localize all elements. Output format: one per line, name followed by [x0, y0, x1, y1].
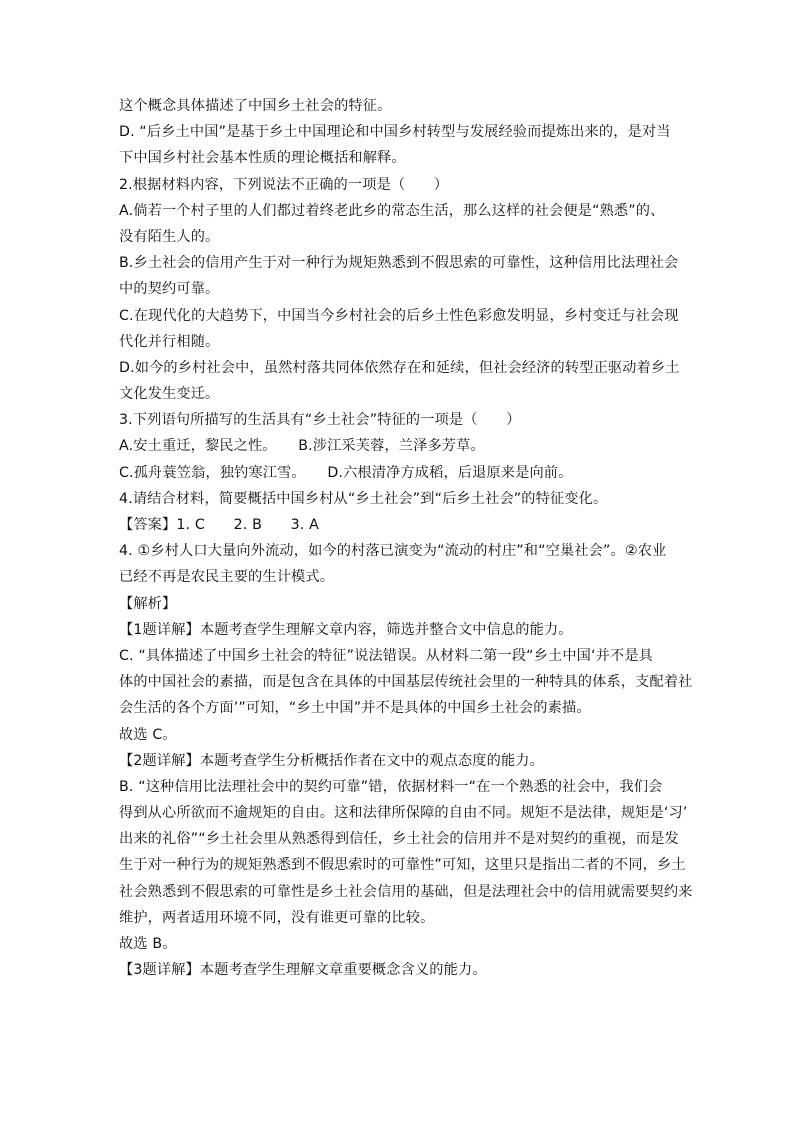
text-line: 维护，两者适用环境不同，没有谁更可靠的比较。: [119, 909, 435, 926]
question-2-option-c: C.在现代化的大趋势下，中国当今乡村社会的后乡土性色彩愈发明显，乡村变迁与社会现: [119, 307, 679, 324]
analysis-1-heading: 【1题详解】本题考查学生理解文章内容，筛选并整合文中信息的能力。: [119, 621, 573, 638]
text-line: C. “具体描述了中国乡土社会的特征”说法错误。从材料二第一段“乡土中国‘并不是具: [119, 647, 654, 664]
text-line: 中的契约可靠。: [119, 281, 220, 298]
document-body: [119, 93, 693, 983]
analysis-1-conclusion: 故选 C。: [119, 726, 177, 743]
text-line: 体的中国社会的素描，而是包含在具体的中国基层传统社会里的一种特具的体系，支配着社: [119, 674, 693, 691]
answer-4: 4. ①乡村人口大量向外流动，如今的村落已演变为“流动的村庄”和“空巢社会”。②农业: [119, 543, 667, 560]
text-line: 社会熟悉到不假思索的可靠性是乡土社会信用的基础，但是法理社会中的信用就需要契约来: [119, 883, 693, 900]
question-3-options-ab: A.安土重迁，黎民之性。 B.涉江采芙蓉，兰泽多芳草。: [119, 438, 485, 455]
analysis-2-conclusion: 故选 B。: [119, 936, 177, 952]
answer-key: 【答案】1. C 2. B 3. A: [119, 517, 319, 533]
text-line: 已经不再是农民主要的生计模式。: [119, 569, 335, 586]
text-line: 文化发生变迁。: [119, 386, 220, 403]
question-3-stem: 3.下列语句所描写的生活具有“乡土社会”特征的一项是（ ）: [119, 412, 521, 429]
text-line: 下中国乡村社会基本性质的理论概括和解释。: [119, 150, 406, 167]
analysis-3-heading: 【3题详解】本题考查学生理解文章重要概念含义的能力。: [119, 962, 487, 979]
question-2-option-a: A.倘若一个村子里的人们都过着终老此乡的常态生活，那么这样的社会便是“熟悉”的、: [119, 202, 665, 219]
question-2-stem: 2.根据材料内容，下列说法不正确的一项是（ ）: [119, 176, 449, 193]
analysis-2-heading: 【2题详解】本题考查学生分析概括作者在文中的观点态度的能力。: [119, 752, 544, 769]
text-line: 出来的礼俗”“乡土社会里从熟悉得到信任，乡土社会的信用并不是对契约的重视，而是发: [119, 831, 679, 848]
question-2-option-d: D.如今的乡村社会中，虽然村落共同体依然存在和延续，但社会经济的转型正驱动着乡土: [119, 359, 680, 376]
text-line: B. “这种信用比法理社会中的契约可靠”错，依据材料一“在一个熟悉的社会中，我们会: [119, 778, 663, 795]
text-line: D. “后乡土中国”是基于乡土中国理论和中国乡村转型与发展经验而提炼出来的，是对当: [119, 124, 671, 141]
question-3-options-cd: C.孤舟蓑笠翁，独钓寒江雪。 D.六根清净方成稻，后退原来是向前。: [119, 464, 573, 481]
text-line: 得到从心所欲而不逾规矩的自由。这和法律所保障的自由不同。规矩不是法律，规矩是‘习’: [119, 805, 688, 822]
text-line: 这个概念具体描述了中国乡土社会的特征。: [119, 98, 392, 114]
text-line: 生于对一种行为的规矩熟悉到不假思索时的可靠性”可知，这里只是指出二者的不同，乡土: [119, 857, 686, 874]
question-2-option-b: B.乡土社会的信用产生于对一种行为规矩熟悉到不假思索的可靠性，这种信用比法理社会: [119, 255, 679, 272]
question-4-stem: 4.请结合材料，简要概括中国乡村从“乡土社会”到“后乡土社会”的特征变化。: [119, 490, 608, 507]
text-line: 代化并行相随。: [119, 333, 220, 350]
analysis-heading: 【解析】: [119, 595, 177, 612]
text-line: 没有陌生人的。: [119, 228, 220, 245]
text-line: 会生活的各个方面’”可知，“乡土中国”并不是具体的中国乡土社会的素描。: [119, 700, 591, 717]
